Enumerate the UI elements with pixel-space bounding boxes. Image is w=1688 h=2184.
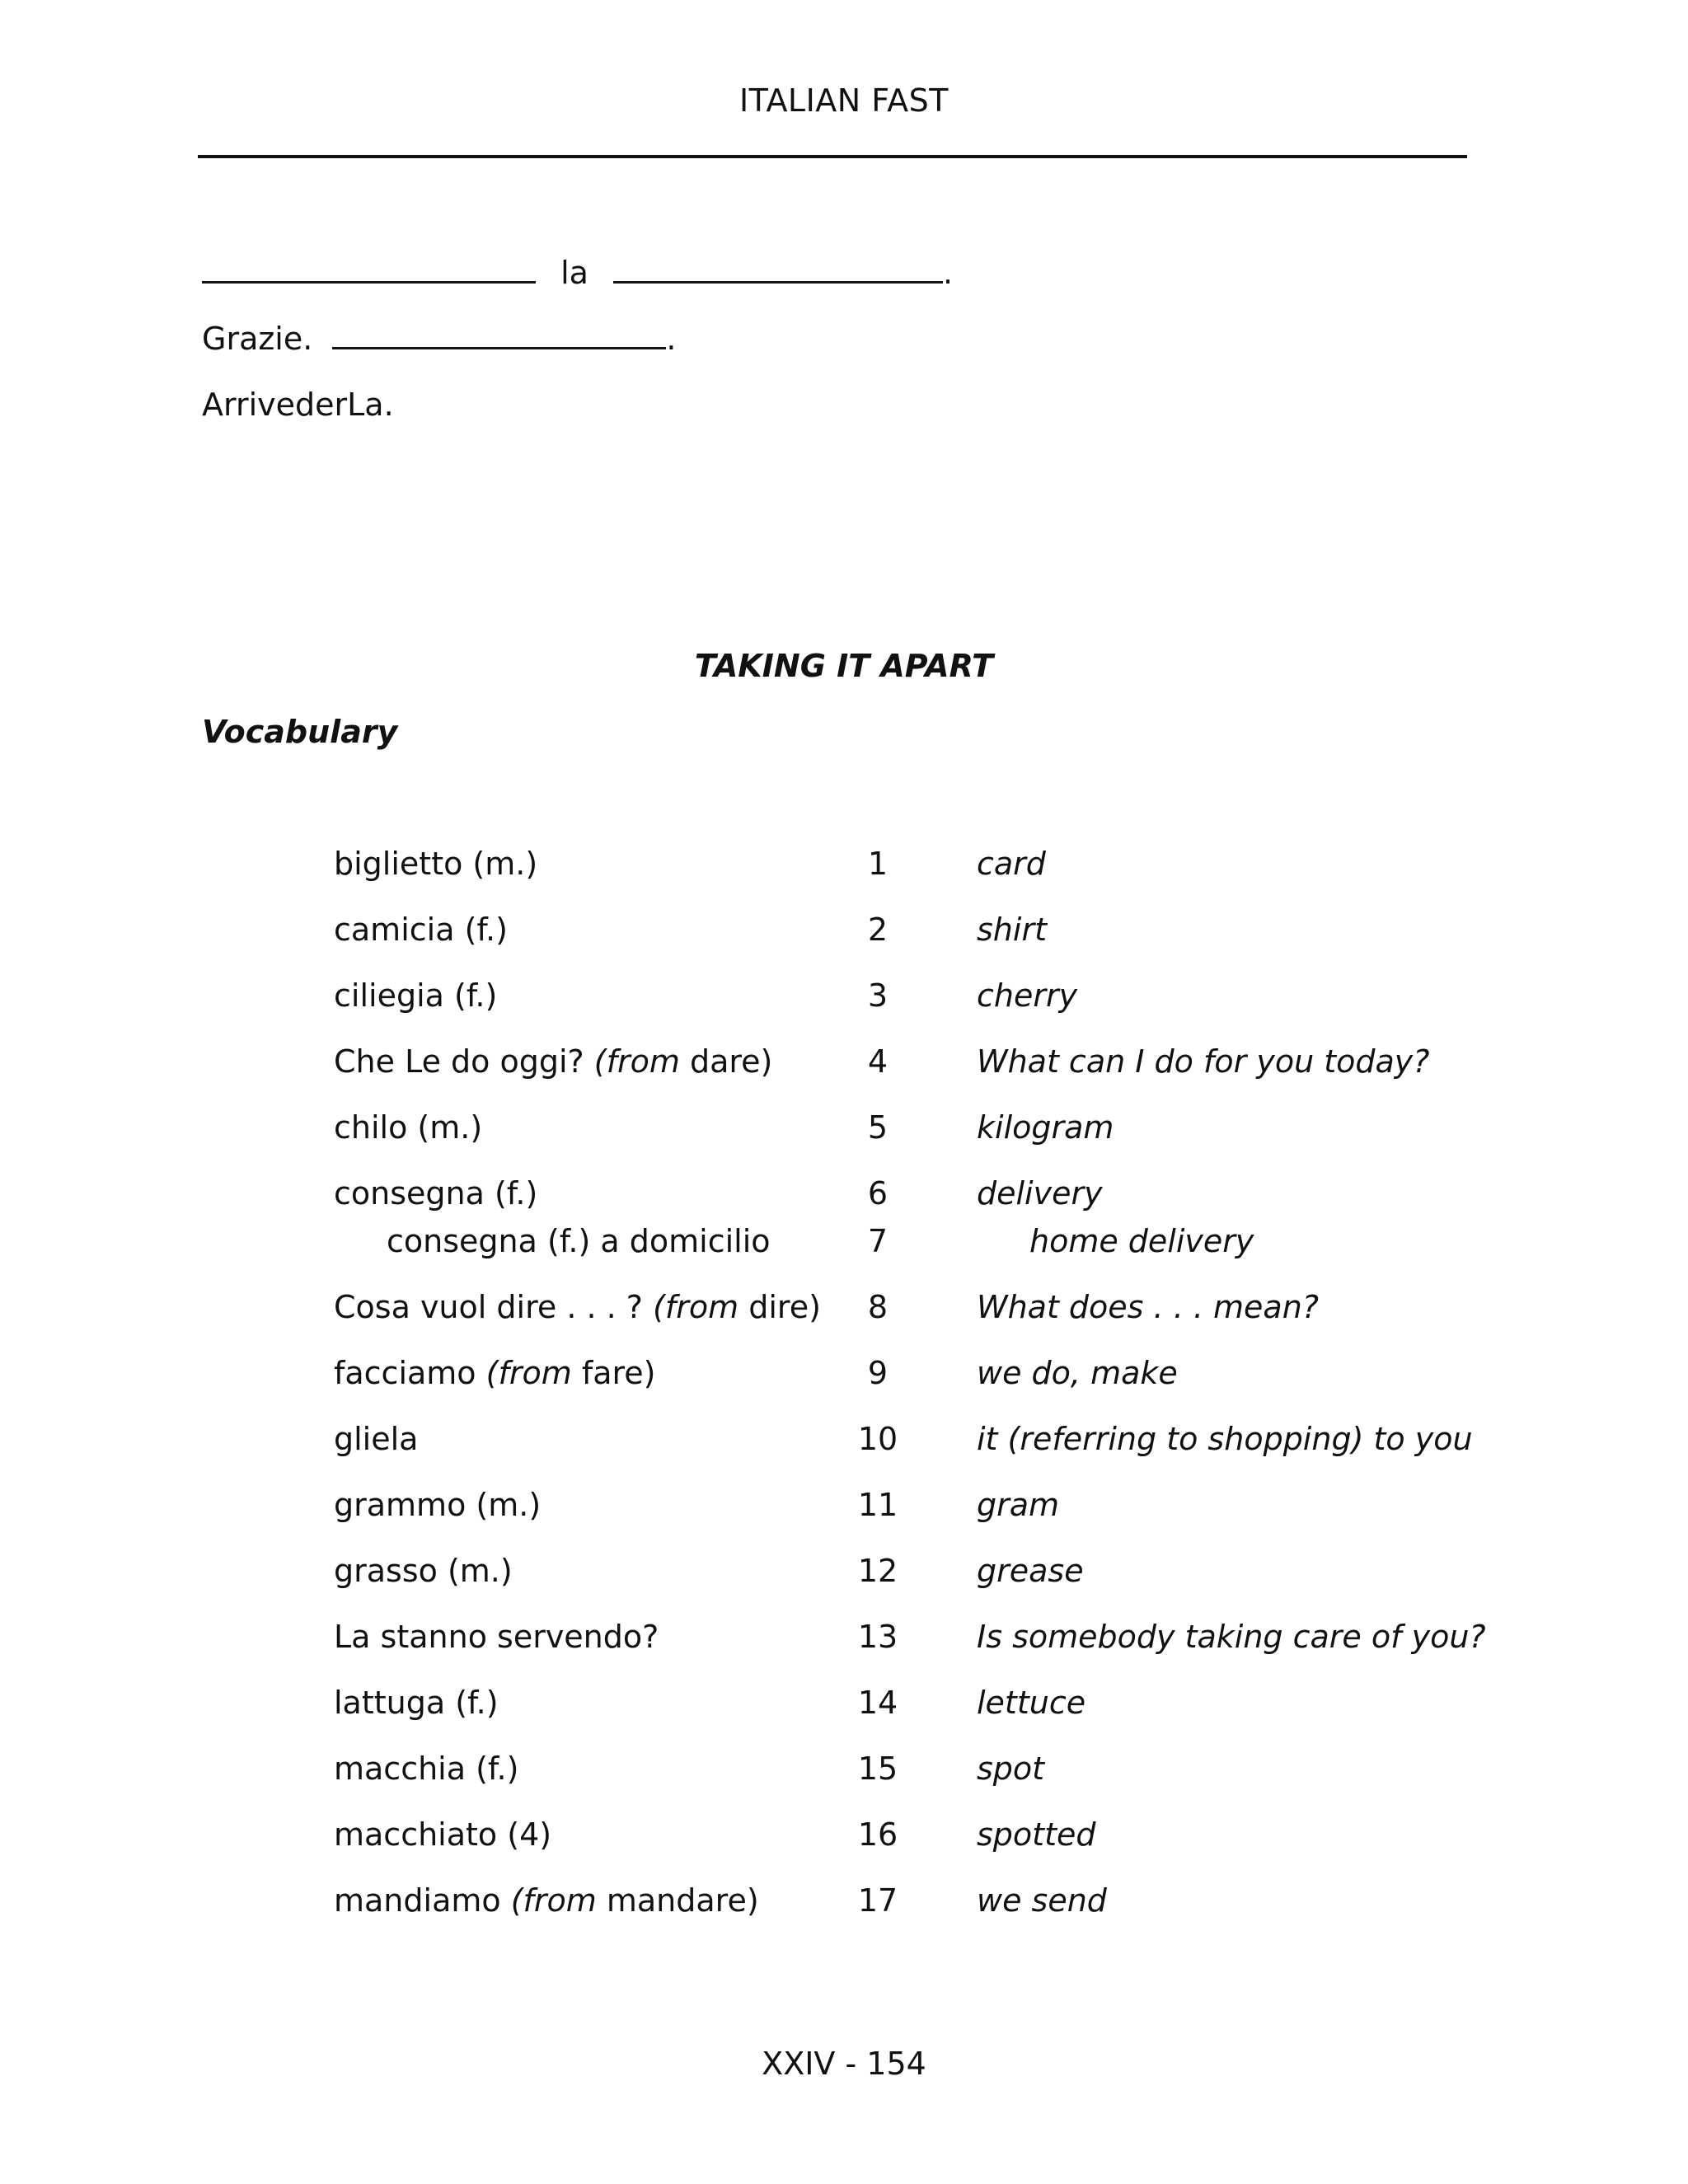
vocab-term bbox=[334, 1355, 655, 1391]
vocab-row bbox=[334, 1289, 1488, 1355]
vocab-number: 16 bbox=[857, 1816, 898, 1853]
vocab-term-text: facciamo bbox=[334, 1355, 486, 1391]
vocab-translation: What does . . . mean? bbox=[977, 1289, 1319, 1325]
vocab-number: 1 bbox=[867, 846, 889, 882]
vocab-number: 4 bbox=[867, 1043, 889, 1080]
page-number: XXIV - 154 bbox=[762, 2046, 926, 2082]
vocab-number: 3 bbox=[867, 977, 889, 1014]
vocab-term bbox=[334, 1882, 759, 1919]
vocab-number: 6 bbox=[867, 1175, 889, 1212]
vocab-number: 8 bbox=[867, 1289, 889, 1325]
dialogue-line-1 bbox=[202, 252, 953, 293]
vocab-term: biglietto (m.) bbox=[334, 846, 538, 882]
vocab-row bbox=[334, 1175, 1488, 1223]
vocab-translation: home delivery bbox=[1029, 1223, 1254, 1259]
vocab-row bbox=[334, 1355, 1488, 1421]
vocab-number: 2 bbox=[867, 912, 889, 948]
vocab-row bbox=[334, 1223, 1488, 1289]
vocab-row bbox=[334, 1043, 1488, 1109]
dialogue-word: la bbox=[560, 255, 588, 291]
vocab-translation: kilogram bbox=[977, 1109, 1114, 1146]
vocab-row bbox=[334, 1619, 1488, 1685]
vocab-row bbox=[334, 977, 1488, 1043]
vocab-term-text: mandiamo bbox=[334, 1882, 511, 1919]
vocab-translation: delivery bbox=[977, 1175, 1103, 1212]
vocab-number: 15 bbox=[857, 1750, 898, 1787]
vocab-row bbox=[334, 1487, 1488, 1553]
vocab-translation: it (referring to shopping) to you bbox=[977, 1421, 1473, 1457]
vocab-term-source: (from bbox=[653, 1289, 739, 1325]
header-divider bbox=[198, 155, 1467, 158]
fill-in-blank[interactable] bbox=[202, 253, 536, 284]
vocab-translation: grease bbox=[977, 1553, 1084, 1589]
vocab-term: grasso (m.) bbox=[334, 1553, 513, 1589]
vocab-term-source: (from bbox=[510, 1882, 597, 1919]
vocab-number: 13 bbox=[857, 1619, 898, 1655]
vocab-term: lattuga (f.) bbox=[334, 1685, 499, 1721]
vocab-translation: cherry bbox=[977, 977, 1078, 1014]
vocab-term: macchia (f.) bbox=[334, 1750, 519, 1787]
vocab-translation: lettuce bbox=[977, 1685, 1086, 1721]
vocab-row bbox=[334, 1816, 1488, 1882]
vocab-row bbox=[334, 1685, 1488, 1750]
dialogue-line-3: ArrivederLa. bbox=[202, 387, 394, 423]
vocab-number: 11 bbox=[857, 1487, 898, 1523]
vocab-number: 14 bbox=[857, 1685, 898, 1721]
vocab-number: 7 bbox=[867, 1223, 889, 1259]
vocab-term bbox=[334, 1289, 821, 1325]
dialogue-word: Grazie. bbox=[202, 321, 313, 357]
vocab-row bbox=[334, 1750, 1488, 1816]
vocab-translation: we do, make bbox=[977, 1355, 1178, 1391]
vocab-term-text: Che Le do oggi? bbox=[334, 1043, 594, 1080]
vocab-term: chilo (m.) bbox=[334, 1109, 483, 1146]
vocab-translation: spotted bbox=[977, 1816, 1096, 1853]
dialogue-period: . bbox=[943, 255, 954, 291]
vocab-term: gliela bbox=[334, 1421, 419, 1457]
vocab-row bbox=[334, 912, 1488, 977]
dialogue-period: . bbox=[666, 321, 677, 357]
vocab-number: 12 bbox=[857, 1553, 898, 1589]
vocabulary-heading: Vocabulary bbox=[202, 714, 398, 750]
vocab-translation: shirt bbox=[977, 912, 1047, 948]
dialogue-line-2 bbox=[202, 318, 677, 359]
vocab-term-verb: dare) bbox=[679, 1043, 773, 1080]
page-header-title: ITALIAN FAST bbox=[738, 82, 950, 119]
vocab-translation: we send bbox=[977, 1882, 1107, 1919]
vocab-row bbox=[334, 1421, 1488, 1487]
vocab-term: consegna (f.) bbox=[334, 1175, 538, 1212]
vocab-term-verb: mandare) bbox=[596, 1882, 759, 1919]
vocab-translation: card bbox=[977, 846, 1046, 882]
vocab-row bbox=[334, 1882, 1488, 1948]
vocab-number: 10 bbox=[857, 1421, 898, 1457]
vocab-term bbox=[334, 1043, 772, 1080]
vocab-term: camicia (f.) bbox=[334, 912, 508, 948]
vocab-term: macchiato (4) bbox=[334, 1816, 552, 1853]
vocab-number: 9 bbox=[867, 1355, 889, 1391]
vocab-row bbox=[334, 846, 1488, 912]
vocab-term: consegna (f.) a domicilio bbox=[387, 1223, 771, 1259]
vocab-term: grammo (m.) bbox=[334, 1487, 542, 1523]
vocab-translation: What can I do for you today? bbox=[977, 1043, 1430, 1080]
vocab-translation: gram bbox=[977, 1487, 1060, 1523]
fill-in-blank[interactable] bbox=[332, 319, 666, 349]
vocab-term: ciliegia (f.) bbox=[334, 977, 498, 1014]
vocab-translation: Is somebody taking care of you? bbox=[977, 1619, 1486, 1655]
vocab-number: 5 bbox=[867, 1109, 889, 1146]
section-heading: TAKING IT APART bbox=[694, 648, 994, 684]
vocab-term-verb: dire) bbox=[738, 1289, 821, 1325]
vocab-number: 17 bbox=[857, 1882, 898, 1919]
vocabulary-table bbox=[334, 846, 1488, 1948]
vocab-term-text: Cosa vuol dire . . . ? bbox=[334, 1289, 654, 1325]
vocab-term-verb: fare) bbox=[571, 1355, 656, 1391]
vocab-term: La stanno servendo? bbox=[334, 1619, 659, 1655]
vocab-term-source: (from bbox=[593, 1043, 680, 1080]
vocab-row bbox=[334, 1553, 1488, 1619]
vocab-translation: spot bbox=[977, 1750, 1045, 1787]
vocab-row bbox=[334, 1109, 1488, 1175]
fill-in-blank[interactable] bbox=[613, 253, 943, 284]
vocab-term-source: (from bbox=[485, 1355, 572, 1391]
